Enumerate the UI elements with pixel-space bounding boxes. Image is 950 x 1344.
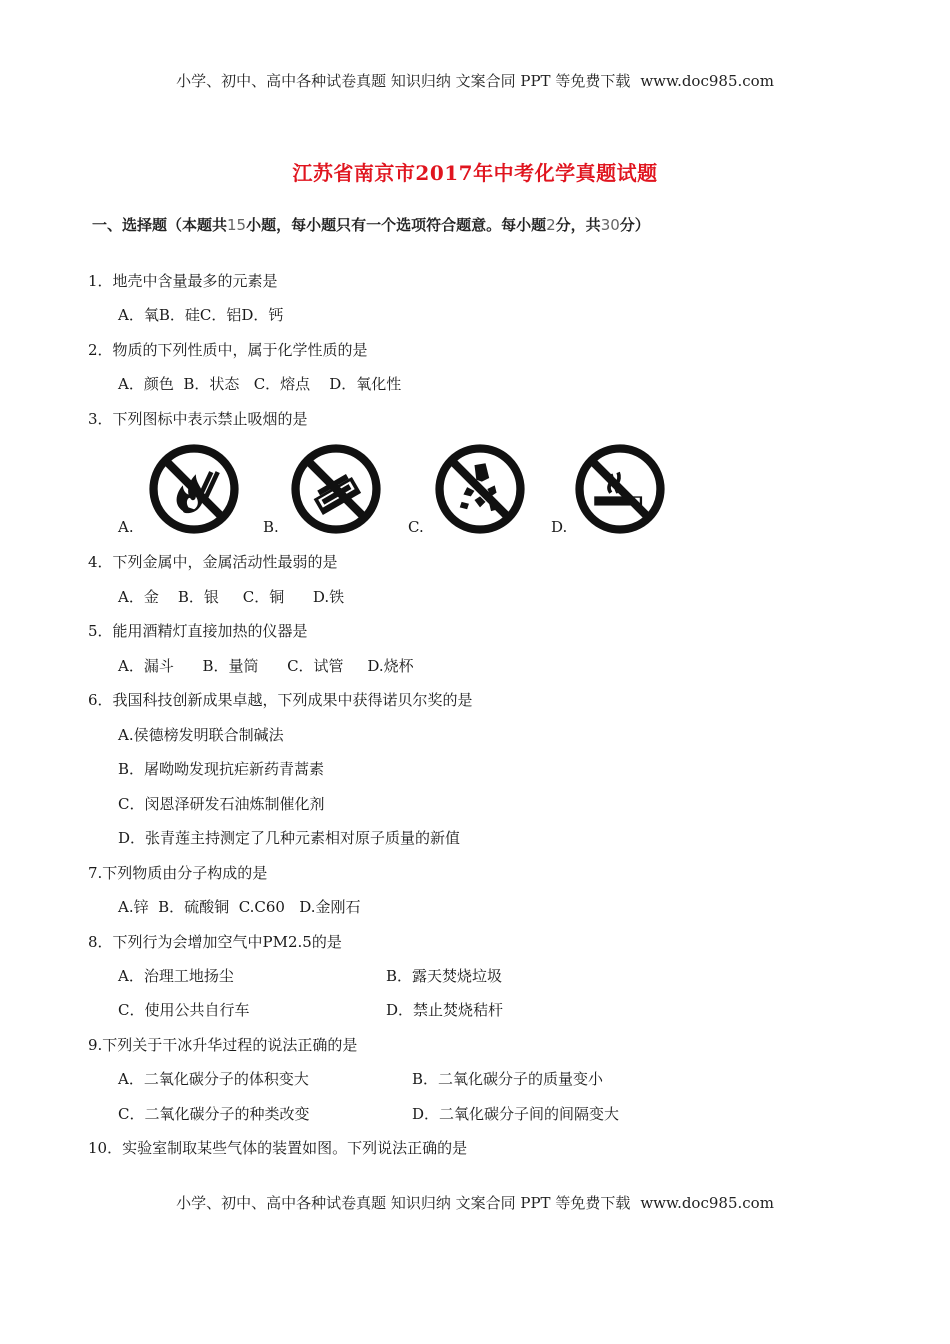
question-option: C．使用公共自行车 xyxy=(118,1001,250,1019)
question-options: A．氧B．硅C．铝D．钙 xyxy=(118,306,284,324)
question-option: B．露天焚烧垃圾 xyxy=(386,967,503,985)
question-option: A.侯德榜发明联合制碱法 xyxy=(118,726,284,744)
sign-label: A. xyxy=(118,518,134,536)
footer-text: 小学、初中、高中各种试卷真题 知识归纳 文案合同 PPT 等免费下载 xyxy=(176,1194,631,1212)
question-options: A．颜色 B．状态 C．熔点 D．氧化性 xyxy=(118,375,402,393)
question-options: A．漏斗 B．量筒 C．试管 D.烧杯 xyxy=(118,657,414,675)
question-option: A．治理工地扬尘 xyxy=(118,967,234,985)
question-stem: 2．物质的下列性质中，属于化学性质的是 xyxy=(88,341,368,359)
page-header xyxy=(0,70,950,91)
header-text: 小学、初中、高中各种试卷真题 知识归纳 文案合同 PPT 等免费下载 xyxy=(176,72,631,90)
question-option: D．禁止焚烧秸杆 xyxy=(386,1001,504,1019)
question-options: A.锌 B．硫酸铜 C.C60 D.金刚石 xyxy=(118,898,361,916)
question-options: A．金 B．银 C．铜 D.铁 xyxy=(118,588,345,606)
footer-site: www.doc985.com xyxy=(640,1194,774,1212)
question-stem: 1．地壳中含量最多的元素是 xyxy=(88,272,278,290)
question-option: A．二氧化碳分子的体积变大 xyxy=(118,1070,309,1088)
section-heading: 一、选择题（本题共15小题，每小题只有一个选项符合题意。每小题2分，共30分） xyxy=(92,216,650,234)
question-option: D．张青莲主持测定了几种元素相对原子质量的新值 xyxy=(118,829,461,847)
question-stem: 10．实验室制取某些气体的装置如图。下列说法正确的是 xyxy=(88,1139,468,1157)
sign-label: D. xyxy=(551,518,568,536)
question-option: C．二氧化碳分子的种类改变 xyxy=(118,1105,310,1123)
question-stem: 7.下列物质由分子构成的是 xyxy=(88,864,268,882)
question-option: B．二氧化碳分子的质量变小 xyxy=(412,1070,604,1088)
sign-label: C. xyxy=(408,518,424,536)
no-fireworks-icon xyxy=(434,443,526,535)
question-stem: 4．下列金属中，金属活动性最弱的是 xyxy=(88,553,338,571)
header-site: www.doc985.com xyxy=(640,72,774,90)
question-stem: 3．下列图标中表示禁止吸烟的是 xyxy=(88,410,308,428)
question-option: D．二氧化碳分子间的间隔变大 xyxy=(412,1105,620,1123)
no-open-flame-icon xyxy=(148,443,240,535)
page-footer xyxy=(0,1192,950,1213)
question-stem: 6．我国科技创新成果卓越，下列成果中获得诺贝尔奖的是 xyxy=(88,691,473,709)
question-stem: 9.下列关于干冰升华过程的说法正确的是 xyxy=(88,1036,358,1054)
question-option: B．屠呦呦发现抗疟新药青蒿素 xyxy=(118,760,325,778)
no-smoking-icon xyxy=(574,443,666,535)
question-option: C．闵恩泽研发石油炼制催化剂 xyxy=(118,795,325,813)
question-stem: 8．下列行为会增加空气中PM2.5的是 xyxy=(88,933,342,951)
no-matches-icon xyxy=(290,443,382,535)
sign-label: B. xyxy=(263,518,279,536)
page-title: 江苏省南京市2017年中考化学真题试题 xyxy=(292,161,658,185)
question-stem: 5．能用酒精灯直接加热的仪器是 xyxy=(88,622,308,640)
